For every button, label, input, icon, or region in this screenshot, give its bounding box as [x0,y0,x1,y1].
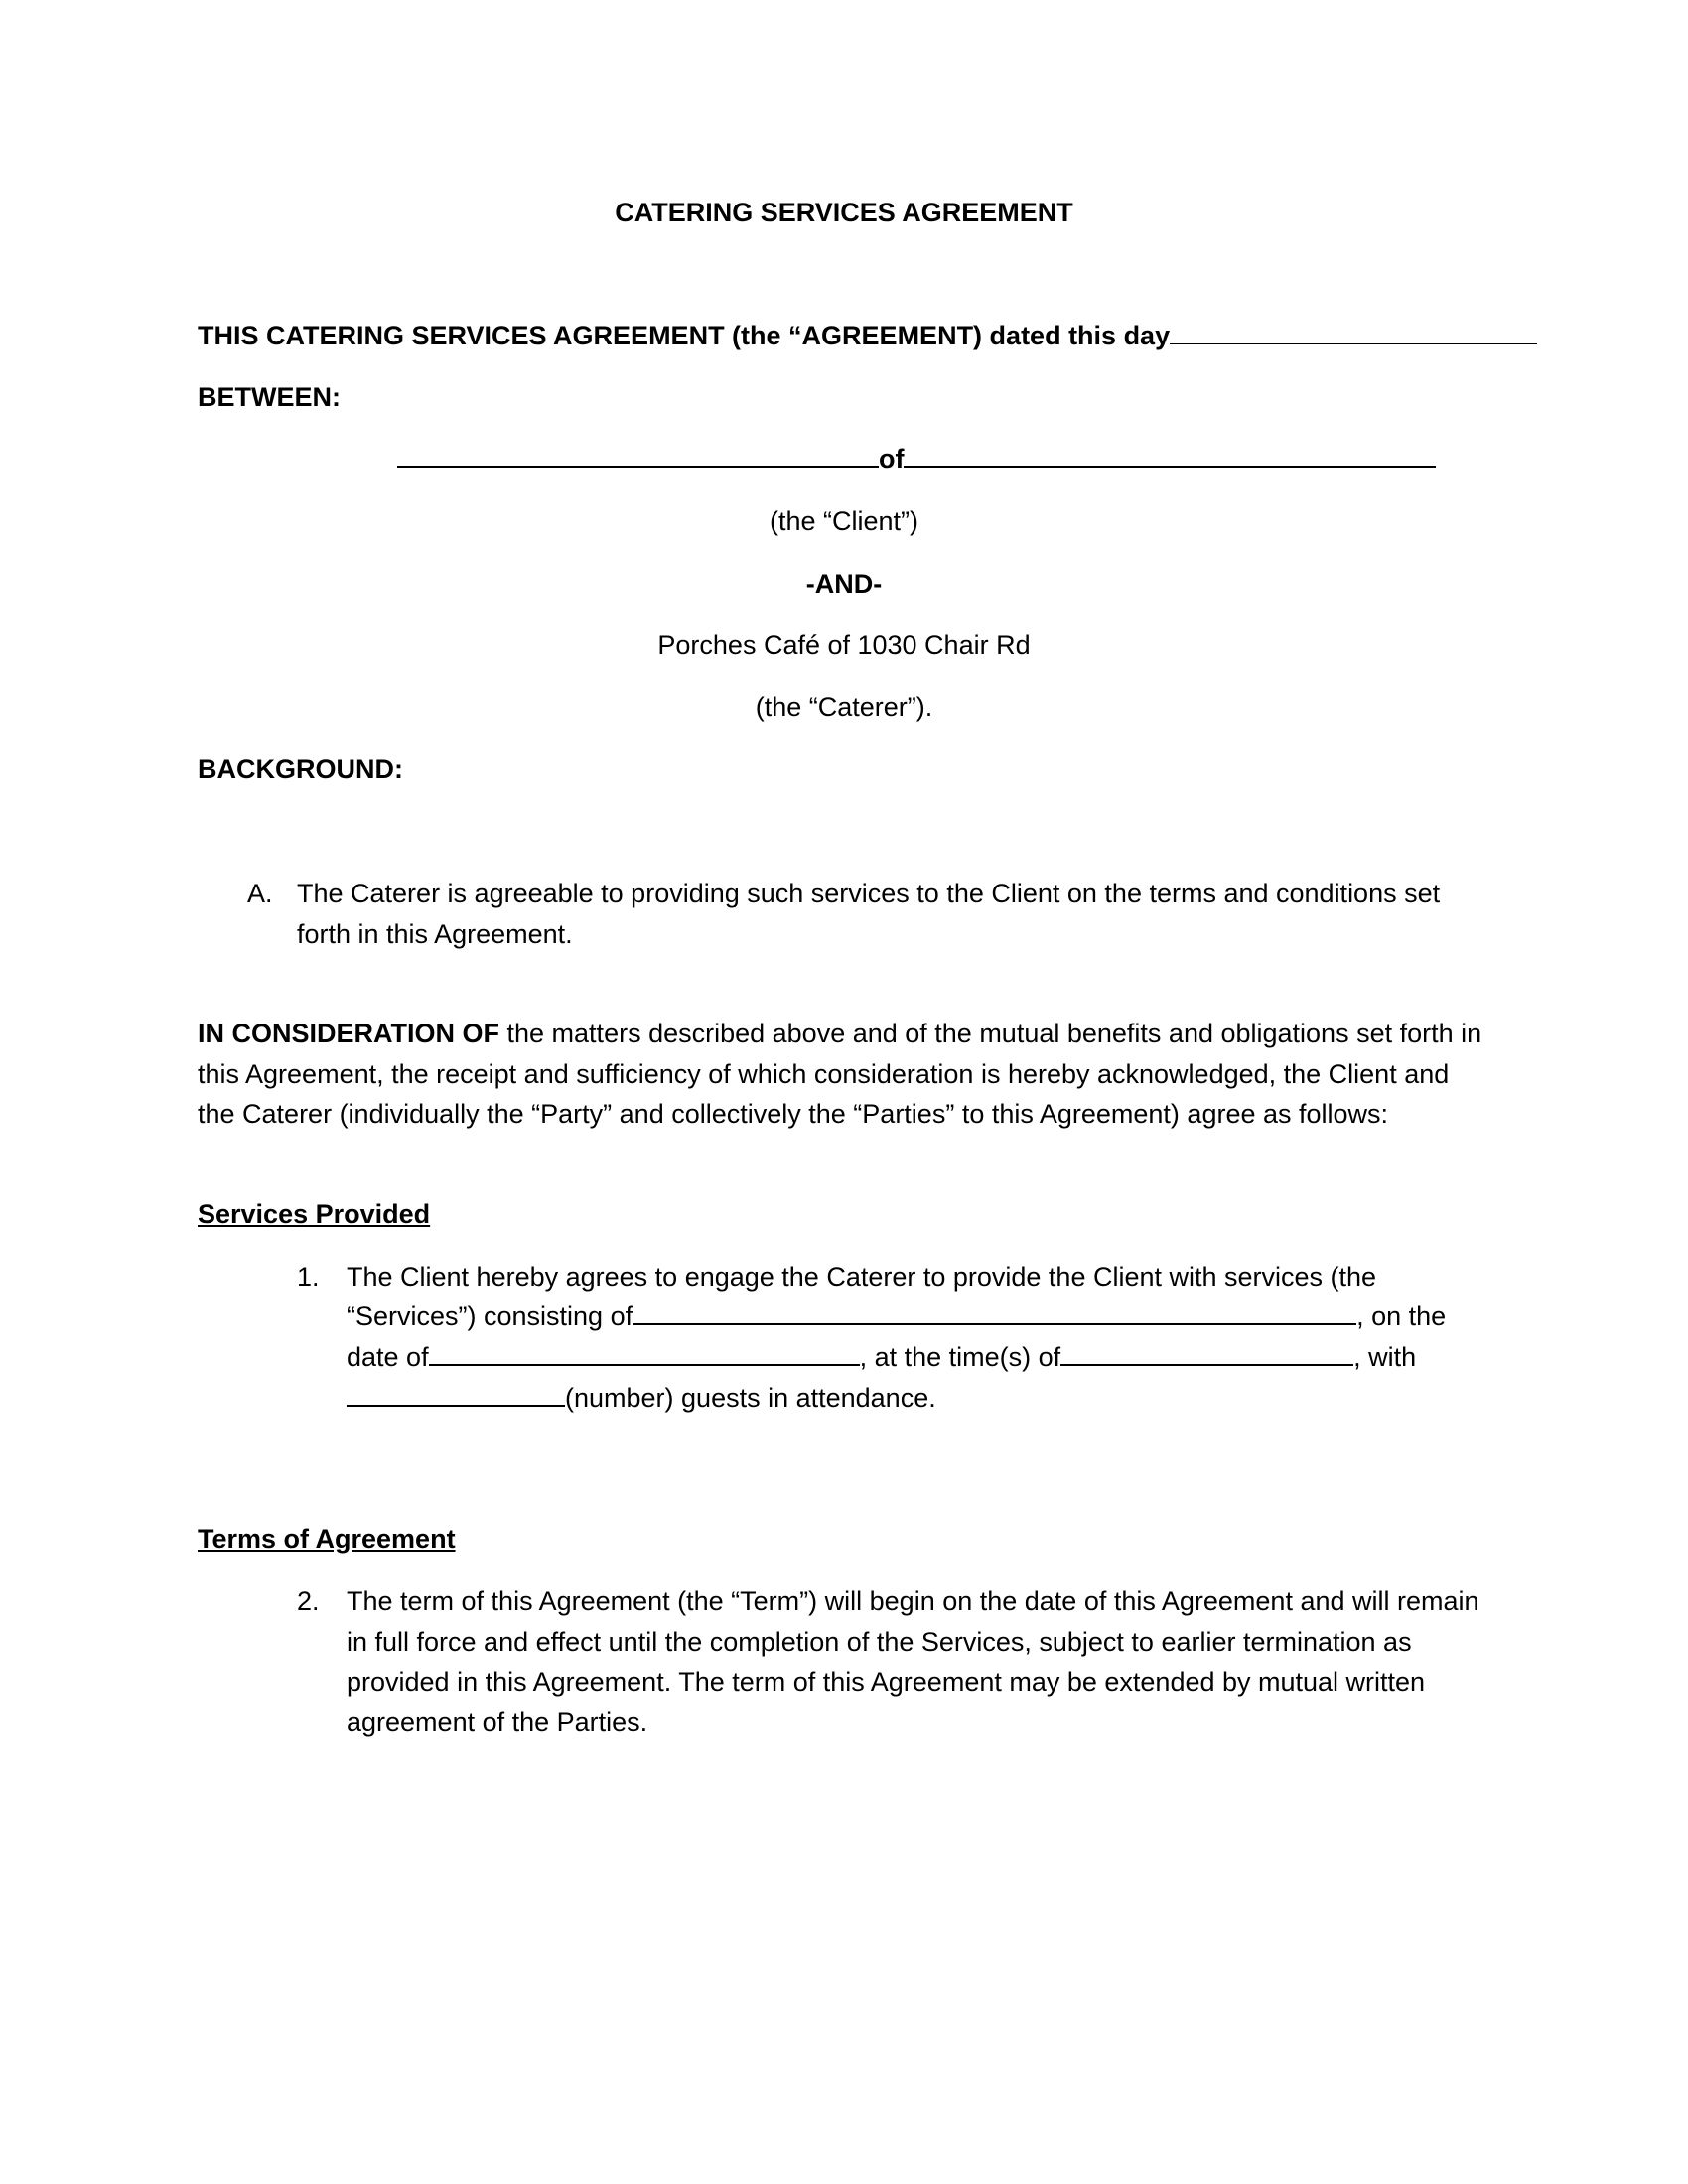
guests-text: (number) guests in attendance. [565,1383,936,1413]
consideration-text: the matters described above and of the mutual benefits and obligations set forth in this Agreement, the receipt and sufficiency of which consideration is hereby acknowledged, the Client and the Caterer (individually the “Party” and collectively the “Parties” to this Agreement) agree as follows: [198,1019,1482,1129]
background-item-text: The Caterer is agreeable to providing such services to the Client on the terms and conditions set forth in this Agreement. [297,879,1441,949]
terms-text: The term of this Agreement (the “Term”) will begin on the date of this Agreement and will remain in full force and effect until the completion of the Services, subject to earlier termination as provided in this Agreement. The term of this Agreement may be extended by mutual written agreement of the Parties. [347,1586,1479,1737]
services-line-2 [347,1297,1446,1336]
services-with-text: , with [1353,1342,1417,1372]
caterer-label: (the “Caterer”). [755,692,933,722]
services-date-text: date of [347,1342,429,1372]
and-label: -AND- [805,569,883,599]
client-label: (the “Client”) [769,506,919,536]
services-date-blank[interactable] [429,1363,860,1366]
consideration-paragraph [198,1014,1488,1135]
services-on-the-text: , on the [1356,1301,1447,1331]
services-time-blank[interactable] [1060,1363,1353,1366]
intro-text: THIS CATERING SERVICES AGREEMENT (the “AGREEMENT) dated this day [198,321,1171,350]
date-blank[interactable] [1170,342,1537,344]
background-item-marker: A. [247,879,273,908]
services-description-blank[interactable] [633,1322,1356,1325]
services-line-1: The Client hereby agrees to engage the Caterer to provide the Client with services (the [347,1262,1377,1292]
terms-heading: Terms of Agreement [198,1524,456,1554]
intro-line [198,316,1537,355]
services-line-4 [347,1378,936,1418]
between-label: BETWEEN: [198,382,341,412]
party-of-text: of [879,444,905,474]
client-party-line [397,439,1436,478]
services-time-text: , at the time(s) of [859,1342,1061,1372]
client-name-blank[interactable] [397,465,879,468]
client-address-blank[interactable] [904,465,1436,468]
consideration-lead: IN CONSIDERATION OF [198,1019,500,1048]
terms-item-marker: 2. [297,1586,320,1616]
services-consisting-text: “Services”) consisting of [347,1301,633,1331]
background-label: BACKGROUND: [198,754,403,784]
caterer-name: Porches Café of 1030 Chair Rd [657,630,1031,660]
services-item-marker: 1. [297,1262,320,1292]
guest-count-blank[interactable] [347,1404,565,1407]
services-line-3 [347,1337,1416,1377]
services-heading: Services Provided [198,1199,431,1229]
document-title: CATERING SERVICES AGREEMENT [615,198,1073,227]
